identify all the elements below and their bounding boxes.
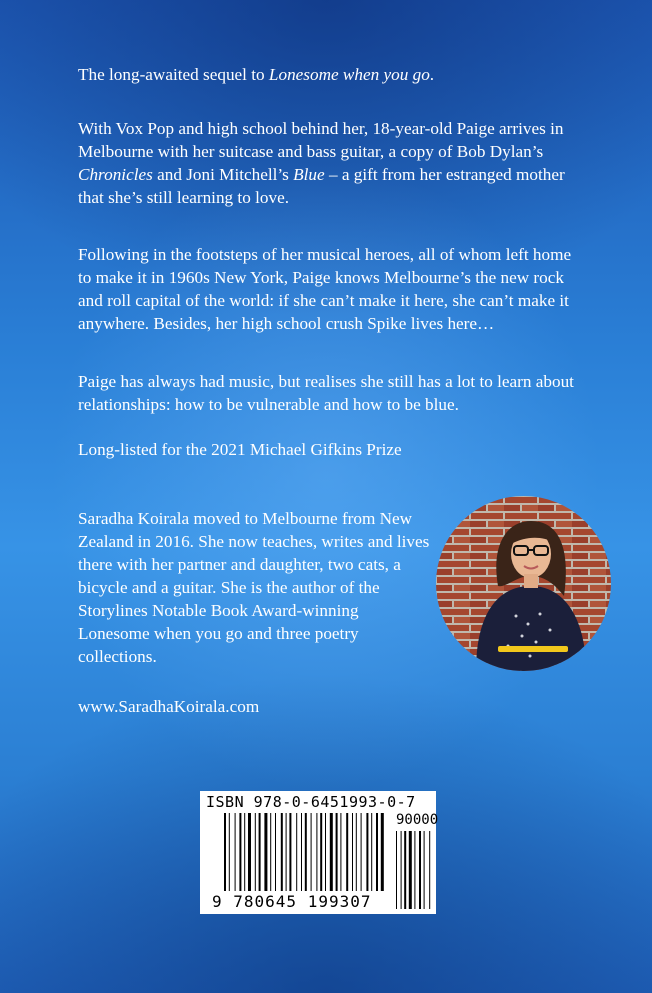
blurb1-text-c: – a gift from her estranged mother that she’s still learning to love. <box>78 165 565 207</box>
tagline-prefix: The long-awaited sequel to <box>78 65 269 84</box>
author-website: www.SaradhaKoirala.com <box>78 697 260 716</box>
tagline <box>78 63 578 86</box>
blurb1-title-blue: Blue <box>293 165 325 184</box>
blurb1-text-a: With Vox Pop and high school behind her, 18-year-old Paige arrives in Melbourne with her suitcase and bass guitar, a copy of Bob Dylan’s <box>78 119 564 161</box>
blurb1-title-chronicles: Chronicles <box>78 165 153 184</box>
author-photo-illustration <box>436 496 611 671</box>
isbn-label: ISBN 978-0-6451993-0-7 <box>206 793 416 811</box>
blurb-paragraph-1 <box>78 117 578 209</box>
author-photo <box>436 496 611 671</box>
isbn-barcode <box>200 791 439 914</box>
blurb-paragraph-2: Following in the footsteps of her musical heroes, all of whom left home to make it in 1960s New York, Paige knows Melbourne’s the new rock and roll capital of the world: if she can’t make it here, she can’t make it anywhere. Besides, her high school crush Spike lives here… <box>78 245 572 333</box>
barcode-addon-number: 90000 <box>396 812 439 828</box>
blurb1-text-b: and Joni Mitchell’s <box>152 165 294 184</box>
tagline-title: Lonesome when you go <box>268 65 430 84</box>
author-bio: Saradha Koirala moved to Melbourne from New Zealand in 2016. She now teaches, writes and lives there with her partner and daughter, two cats, a bicycle and a guitar. She is the author of the Storylines Notable Book Award-winning Lonesome when you go and three poetry collections. <box>78 509 430 666</box>
ean-digits: 9 780645 199307 <box>212 892 372 911</box>
award-line: Long-listed for the 2021 Michael Gifkins Prize <box>78 440 402 459</box>
blurb-paragraph-3: Paige has always had music, but realises she still has a lot to learn about relationships: how to be vulnerable and how to be blue. <box>78 372 574 414</box>
tagline-suffix: . <box>429 65 435 84</box>
